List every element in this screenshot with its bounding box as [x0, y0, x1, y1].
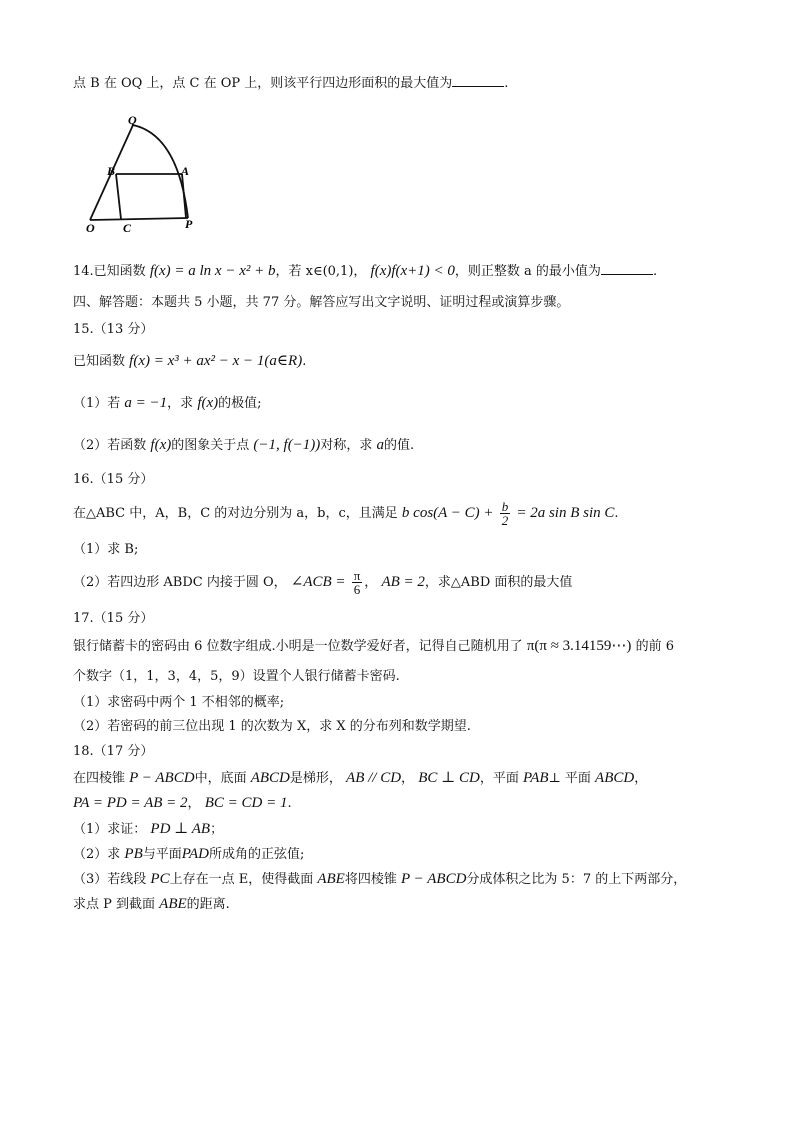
q17-part2: [73, 718, 471, 736]
q14-function: f(x) = a ln x − x² + b: [149, 263, 276, 279]
q18-p3-line2-math: ABE: [159, 896, 187, 912]
q16-part1: [73, 541, 138, 559]
q18-line1-mid4: ，平面: [479, 771, 519, 786]
q18-p1-prefix: （1）求证：: [73, 822, 147, 837]
figure-label-a: A: [181, 164, 190, 178]
q13-tail-line: [73, 74, 508, 93]
q17-line2-text: 个数字（1，1，3，4，5，9）设置个人银行储蓄卡密码.: [73, 669, 400, 684]
q18-line1-math6: ABCD: [595, 770, 635, 786]
q18-stem-line1: [73, 769, 647, 788]
q15-header-text: 15.（13 分）: [73, 322, 154, 337]
q18-stem-line2: [73, 794, 292, 813]
q16-p2-fraction: [352, 569, 363, 596]
q15-header: [73, 321, 153, 339]
q16-frac-num: b: [501, 499, 509, 514]
q18-p1-end: ；: [210, 822, 224, 837]
q18-p3-line2-end: 的距离.: [186, 897, 230, 912]
q18-part3-line2: [73, 895, 230, 914]
q15-p2-prefix: （2）若函数: [73, 438, 147, 453]
q18-line1-mid5: ⊥ 平面: [548, 771, 591, 786]
q15-p1-prefix: （1）若: [73, 396, 121, 411]
q14-end: .: [652, 264, 658, 279]
q14-cond1: ，若 x∈(0,1)，: [275, 264, 367, 279]
q18-p3-end: 分成体积之比为 5：7 的上下两部分，: [466, 872, 687, 887]
q18-line1-prefix: 在四棱锥: [73, 771, 126, 786]
q15-p2-mid: 的图象关于点: [171, 438, 250, 453]
figure-label-c: C: [123, 221, 132, 235]
q18-line2-end: .: [287, 796, 292, 811]
q17-line1-end: 的前 6: [635, 639, 674, 654]
q16-part2: [73, 569, 572, 596]
q15-part2: [73, 436, 414, 455]
figure-edge-ap: [182, 174, 186, 218]
q16-p2-prefix: （2）若四边形 ABDC 内接于圆 O，: [73, 575, 287, 590]
q16-stem: [73, 500, 619, 527]
q17-line1-math: π(π ≈ 3.14159⋯): [526, 638, 632, 654]
q14-cond2: f(x)f(x+1) < 0: [370, 263, 455, 279]
q15-part1: [73, 394, 262, 413]
q18-line1-math1: P − ABCD: [129, 770, 195, 786]
figure-label-q: Q: [128, 113, 137, 127]
q16-p1-text: （1）求 B;: [73, 542, 139, 557]
q14-answer-blank: [601, 262, 653, 275]
q15-p1-end: 的极值;: [218, 396, 262, 411]
q16-p2-mid: ，: [364, 575, 378, 590]
figure-label-b: B: [107, 164, 116, 178]
q15-p1-math2: f(x): [197, 395, 219, 411]
q16-stem-prefix: 在△ABC 中，A，B，C 的对边分别为 a，b，c，且满足: [73, 506, 398, 521]
q17-stem-line1: [73, 637, 674, 656]
q16-stem-math1: b cos(A − C) +: [401, 505, 494, 521]
q15-p2-end: 的值.: [383, 438, 415, 453]
q15-stem-end: .: [302, 354, 307, 369]
q18-line1-end: ，: [634, 771, 648, 786]
q16-header-text: 16.（15 分）: [73, 472, 154, 487]
q17-stem-line2: [73, 668, 400, 686]
q16-header: [73, 471, 153, 489]
q18-line1-math3: AB // CD: [346, 770, 402, 786]
q15-stem-math: f(x) = x³ + ax² − x − 1(a∈R): [129, 353, 303, 369]
q18-part2: [73, 845, 304, 864]
figure-edge-bc: [116, 174, 121, 219]
q15-p2-mid2: 对称，求: [320, 438, 373, 453]
q17-line1-prefix: 银行储蓄卡的密码由 6 位数字组成.小明是一位数学爱好者，记得自己随机用了: [73, 639, 523, 654]
q14-suffix: ，则正整数 a 的最小值为: [454, 264, 601, 279]
q18-line1-mid1: 中，底面: [194, 771, 247, 786]
q18-p3-line2-prefix: 求点 P 到截面: [73, 897, 156, 912]
q18-p2-math1: PB: [124, 846, 143, 862]
q15-p2-math3: a: [376, 437, 384, 453]
q18-line1-math2: ABCD: [250, 770, 290, 786]
q18-line2-math2: BC = CD = 1: [204, 795, 288, 811]
q16-p2-frac-num: π: [353, 568, 361, 583]
q17-p1-text: （1）求密码中两个 1 不相邻的概率;: [73, 695, 285, 710]
q14-prefix: 14.已知函数: [73, 264, 146, 279]
figure-arc-qp: [133, 125, 188, 218]
q17-header-text: 17.（15 分）: [73, 611, 154, 626]
q15-p1-mid: ，求: [167, 396, 194, 411]
q18-header-text: 18.（17 分）: [73, 744, 154, 759]
q18-p3-mid2: 将四棱锥: [344, 872, 397, 887]
q14-line: [73, 262, 657, 281]
section-4-text: 四、解答题：本题共 5 小题，共 77 分。解答应写出文字说明、证明过程或演算步骤。: [73, 295, 570, 310]
q18-p3-math3: P − ABCD: [401, 871, 467, 887]
q16-frac-den: 2: [501, 513, 509, 528]
q18-line1-math5: PAB: [522, 770, 549, 786]
q16-fraction: [500, 500, 511, 527]
figure-label-p: P: [185, 217, 193, 231]
q18-p3-math1: PC: [150, 871, 170, 887]
q15-p1-math: a = −1: [124, 395, 168, 411]
q18-line2-math1: PA = PD = AB = 2: [73, 795, 188, 811]
q16-p2-frac-den: 6: [353, 582, 361, 597]
q18-part1: [73, 820, 223, 839]
q16-p2-end: ，求△ABD 面积的最大值: [424, 575, 573, 590]
q18-line1-mid3: ，: [401, 771, 415, 786]
section-4-heading: [73, 294, 569, 312]
q18-p2-prefix: （2）求: [73, 847, 121, 862]
q15-stem-prefix: 已知函数: [73, 354, 126, 369]
q17-header: [73, 610, 153, 628]
q15-p2-math2: (−1, f(−1)): [253, 437, 321, 453]
figure-label-o: O: [86, 221, 95, 235]
q13-tail-end: .: [504, 76, 509, 91]
q18-p3-mid1: 上存在一点 E，使得截面: [169, 872, 314, 887]
q16-p2-math2: AB = 2: [381, 574, 425, 590]
q18-p3-math2: ABE: [317, 871, 345, 887]
q18-p3-prefix: （3）若线段: [73, 872, 147, 887]
sector-parallelogram-figure: [78, 110, 198, 235]
figure-edge-op: [90, 218, 188, 220]
q18-p2-end: 所成角的正弦值;: [209, 847, 305, 862]
q18-line2-mid: ，: [187, 796, 201, 811]
q18-p2-math2: PAD: [181, 846, 209, 862]
q18-line1-math4: BC ⊥ CD: [418, 770, 480, 786]
q16-stem-math2: = 2a sin B sin C: [516, 505, 615, 521]
q16-p2-math1: ∠ACB =: [290, 574, 346, 590]
q18-part3: [73, 870, 686, 889]
q16-stem-end: .: [614, 506, 619, 521]
q13-tail-text: 点 B 在 OQ 上，点 C 在 OP 上，则该平行四边形面积的最大值为: [73, 76, 453, 91]
q18-line1-mid2: 是梯形，: [289, 771, 342, 786]
q13-answer-blank: [452, 74, 504, 87]
q18-p1-math: PD ⊥ AB: [150, 821, 211, 837]
q18-p2-mid: 与平面: [142, 847, 182, 862]
q17-p2-text: （2）若密码的前三位出现 1 的次数为 X，求 X 的分布列和数学期望.: [73, 719, 471, 734]
q18-header: [73, 743, 153, 761]
q15-stem: [73, 352, 306, 371]
q17-part1: [73, 694, 284, 712]
q15-p2-math: f(x): [150, 437, 172, 453]
